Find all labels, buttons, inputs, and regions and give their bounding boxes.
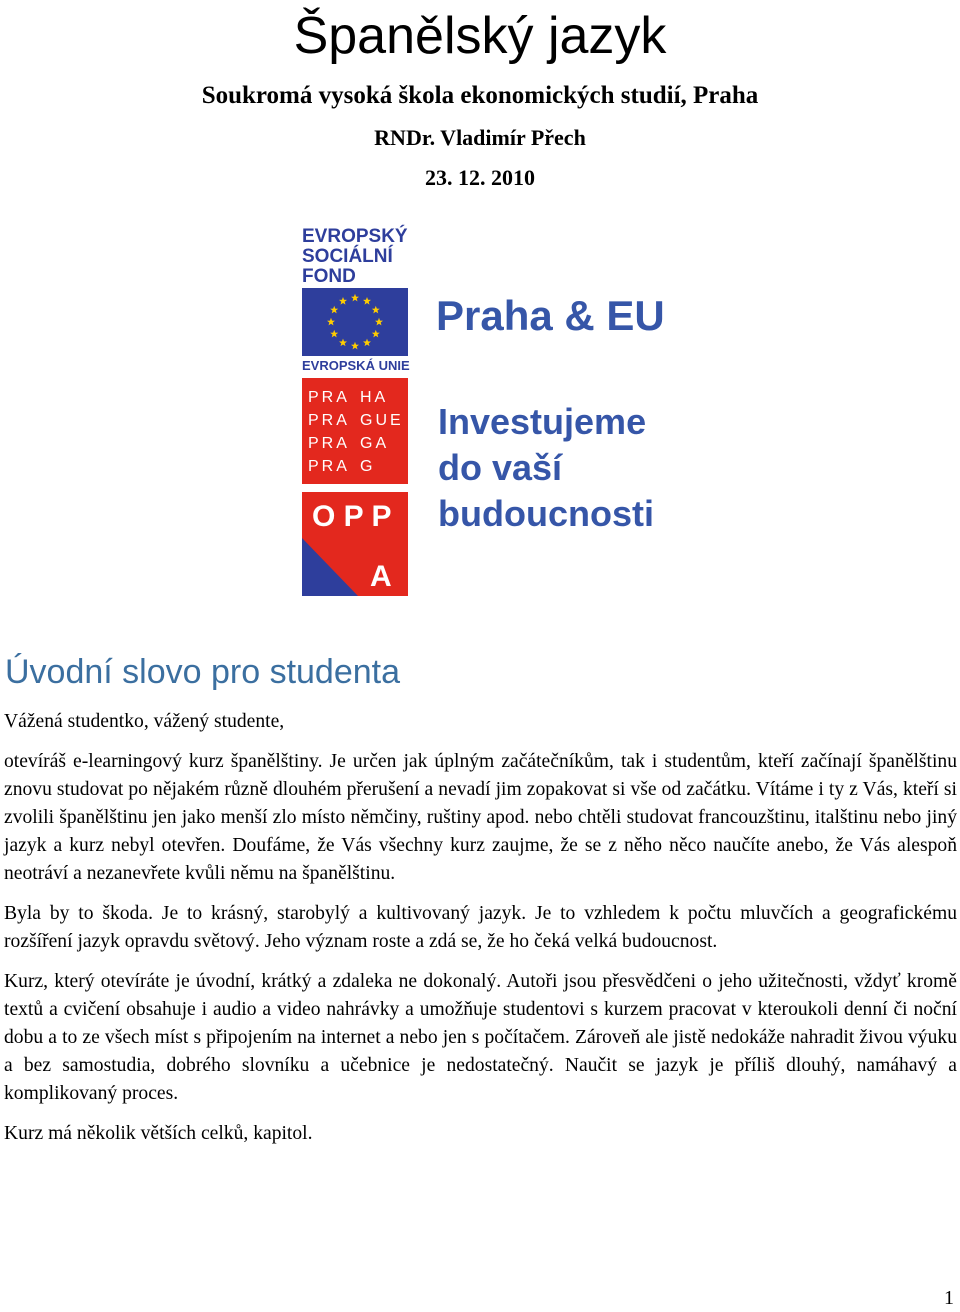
paragraph: Byla by to škoda. Je to krásný, starobylý a kultivovaný jazyk. Je to vzhledem k počtu mluvčích a geografickému rozšíření jazyk opravdu světový. Jeho význam roste a zdá se, že ho čeká velká budoucnost. bbox=[4, 903, 957, 952]
esf-line-2: SOCIÁLNÍ bbox=[302, 246, 393, 267]
section-heading: Úvodní slovo pro studenta bbox=[5, 653, 401, 691]
greeting: Vážená studentko, vážený studente, bbox=[4, 711, 285, 732]
esf-praha-eu-logo bbox=[298, 220, 698, 600]
oppa-cell: PRA bbox=[308, 458, 350, 475]
author-name: RNDr. Vladimír Přech bbox=[374, 125, 586, 150]
school-name: Soukromá vysoká škola ekonomických studií, Praha bbox=[201, 82, 759, 109]
oppa-cell: GA bbox=[360, 435, 390, 452]
intro-text bbox=[4, 708, 957, 1148]
slogan-line-3: budoucnosti bbox=[438, 493, 654, 534]
slogan-praha-eu: Praha & EU bbox=[436, 292, 665, 339]
oppa-cell: PRA bbox=[308, 435, 350, 452]
oppa-cell: G bbox=[360, 458, 376, 475]
paragraph: otevíráš e-learningový kurz španělštiny. Je určen jak úplným začátečníkům, tak i studentům, kteří začínají španělštinu znovu studovat po nějakém různě dlouhém přerušení a nevadí jim zopakovat si vše od začátku. Vítáme i ty z Vás, kteří si zvolili španělštinu jen jako menší zlo místo němčiny, ruštiny apod. nebo chtěli studovat francouzštinu, italštinu nebo jiný jazyk a kurz nebyl otevřen. Doufáme, že Vás všechny kurz zaujme, že se z něho něco naučíte anebo, že Vás alespoň neotráví a nezanevřete kvůli němu na španělštinu. bbox=[4, 751, 957, 884]
oppa-letters: O P P bbox=[312, 500, 392, 533]
oppa-cell: GUE bbox=[360, 412, 404, 429]
eu-label: EVROPSKÁ UNIE bbox=[302, 358, 410, 373]
paragraph: Kurz, který otevíráte je úvodní, krátký a zdaleka ne dokonalý. Autoři jsou přesvědčeni o jeho užitečnosti, vždyť kromě textů a cvičení obsahuje i audio a video nahrávky a umožňuje studentovi s kurzem pracovat v kteroukoli denní či noční dobu a to ze všech míst s připojením na internet a nebo jen s počítačem. Zároveň ale jistě nedokáže nahradit živou výuku a bez samostudia, dobrého slovníku a učebnice je nedostatečný. Naučit se jazyk je příliš dlouhý, namáhavý a komplikovaný proces. bbox=[4, 971, 957, 1104]
slogan-line-2: do vaší bbox=[438, 447, 563, 488]
oppa-cell: HA bbox=[360, 389, 389, 406]
oppa-cell: PRA bbox=[308, 412, 350, 429]
document-date: 23. 12. 2010 bbox=[425, 165, 535, 190]
page-number: 1 bbox=[944, 1287, 954, 1309]
oppa-a: A bbox=[370, 560, 392, 593]
esf-line-3: FOND bbox=[302, 266, 356, 287]
esf-line-1: EVROPSKÝ bbox=[302, 226, 408, 247]
document-title: Španělský jazyk bbox=[293, 7, 667, 65]
slogan-line-1: Investujeme bbox=[438, 401, 647, 442]
paragraph: Kurz má několik větších celků, kapitol. bbox=[4, 1123, 313, 1144]
oppa-cell: PRA bbox=[308, 389, 350, 406]
